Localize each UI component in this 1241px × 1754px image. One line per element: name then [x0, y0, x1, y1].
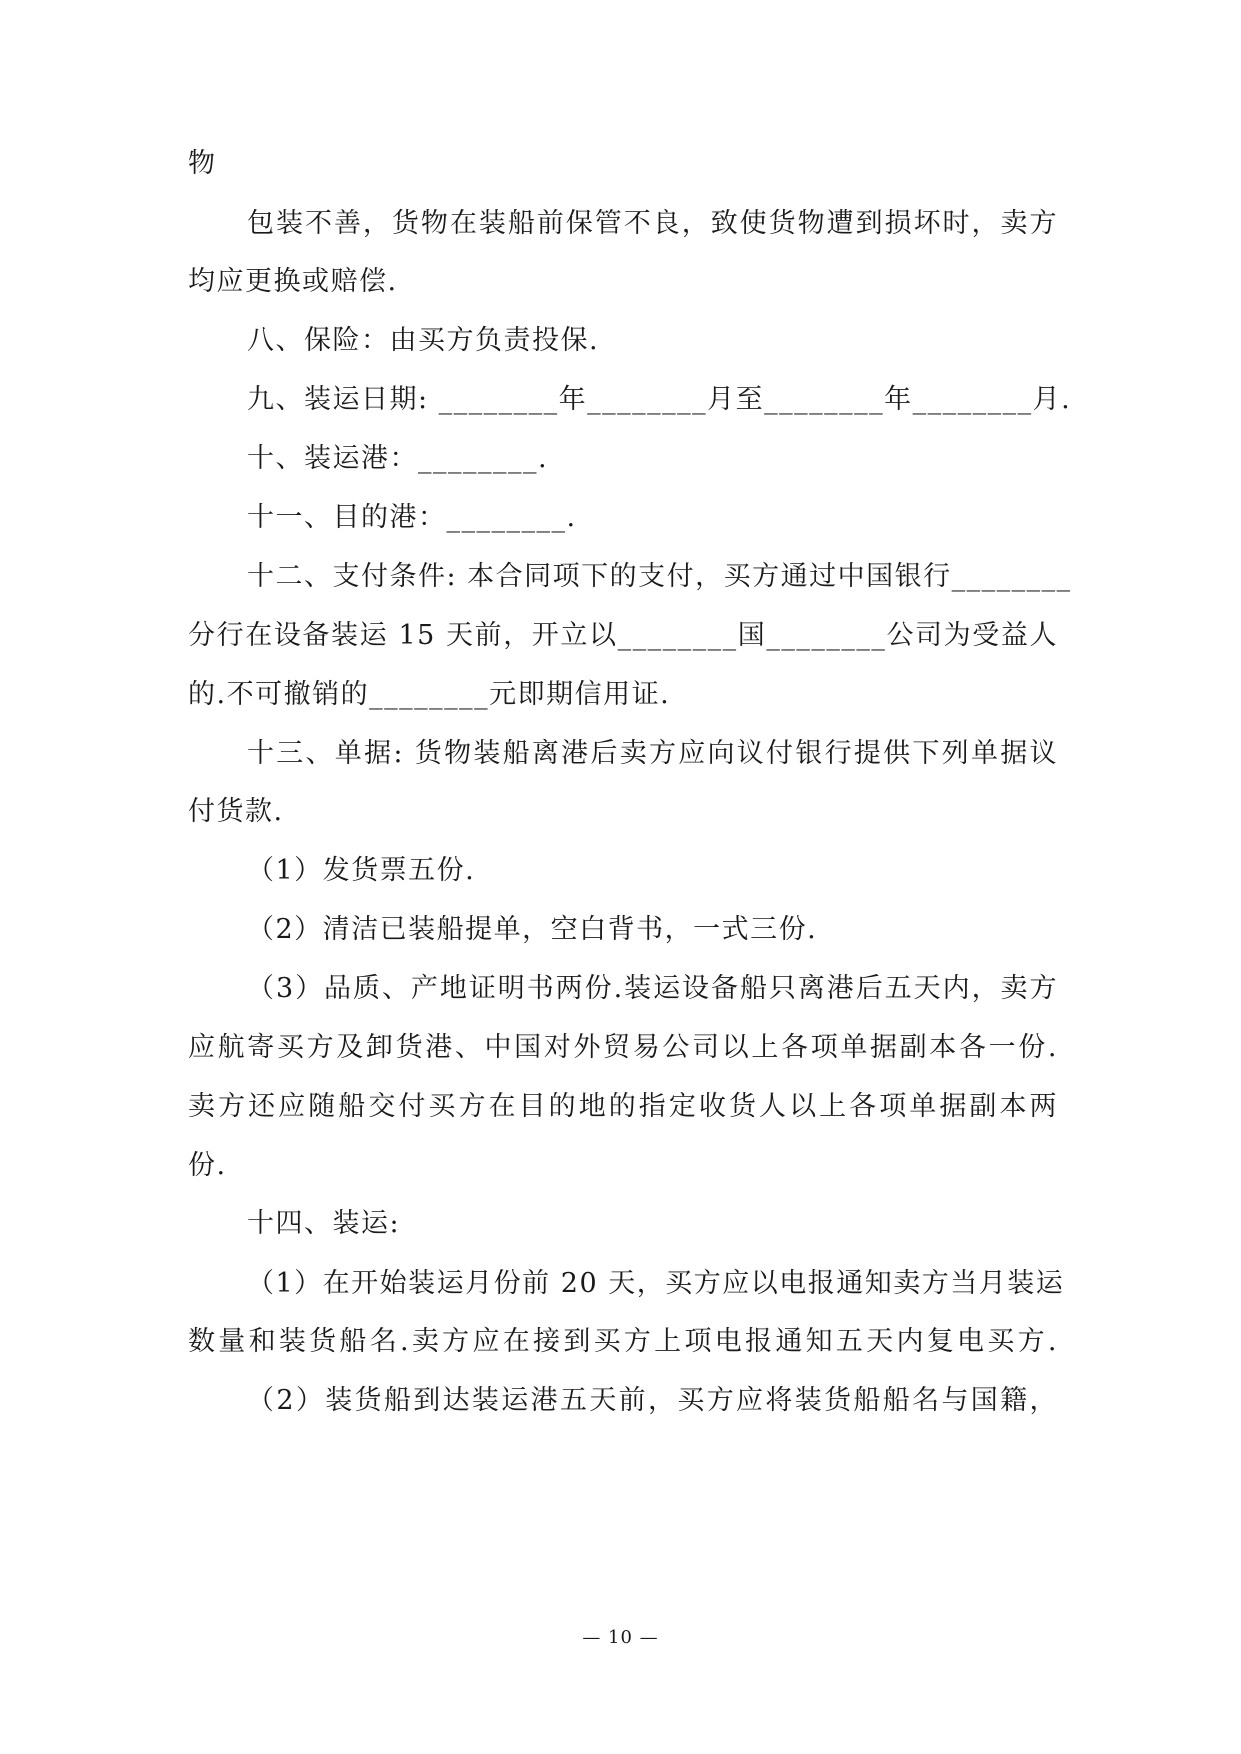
text-line-12: 付货款. — [188, 796, 284, 827]
text-line-15: （3）品质、产地证明书两份.装运设备船只离港后五天内，卖方 — [247, 973, 1058, 1004]
text-line-13: （1）发货票五份. — [247, 855, 476, 886]
text-line-16: 应航寄买方及卸货港、中国对外贸易公司以上各项单据副本各一份. — [188, 1032, 1058, 1063]
text-line-6: 十、装运港：________. — [247, 443, 549, 474]
text-line-17: 卖方还应随船交付买方在目的地的指定收货人以上各项单据副本两 — [188, 1091, 1058, 1122]
text-line-7: 十一、目的港：________. — [247, 502, 577, 533]
text-line-14: （2）清洁已装船提单，空白背书，一式三份. — [247, 914, 818, 945]
text-line-10: 的.不可撤销的________元即期信用证. — [188, 679, 671, 710]
text-line-18: 份. — [188, 1150, 227, 1181]
page-number: — 10 — — [582, 1627, 659, 1648]
text-line-3: 均应更换或赔偿. — [188, 266, 398, 297]
text-line-22: （2）装货船到达装运港五天前，买方应将装货船船名与国籍， — [247, 1385, 1058, 1416]
text-line-19: 十四、装运: — [247, 1208, 401, 1239]
text-line-8: 十二、支付条件: 本合同项下的支付，买方通过中国银行________ — [247, 561, 1072, 592]
text-line-1: 物 — [188, 148, 217, 179]
text-line-9: 分行在设备装运 15 天前，开立以________国________公司为受益人 — [188, 620, 1058, 651]
text-line-20: （1）在开始装运月份前 20 天，买方应以电报通知卖方当月装运 — [247, 1268, 1065, 1299]
text-line-21: 数量和装货船名.卖方应在接到买方上项电报通知五天内复电买方. — [188, 1326, 1058, 1357]
text-line-5: 九、装运日期: ________年________月至________年________月. — [247, 384, 1072, 415]
text-line-11: 十三、单据: 货物装船离港后卖方应向议付银行提供下列单据议 — [247, 738, 1058, 769]
text-line-4: 八、保险：由买方负责投保. — [247, 325, 600, 356]
text-line-2: 包装不善，货物在装船前保管不良，致使货物遭到损坏时，卖方 — [247, 208, 1058, 239]
